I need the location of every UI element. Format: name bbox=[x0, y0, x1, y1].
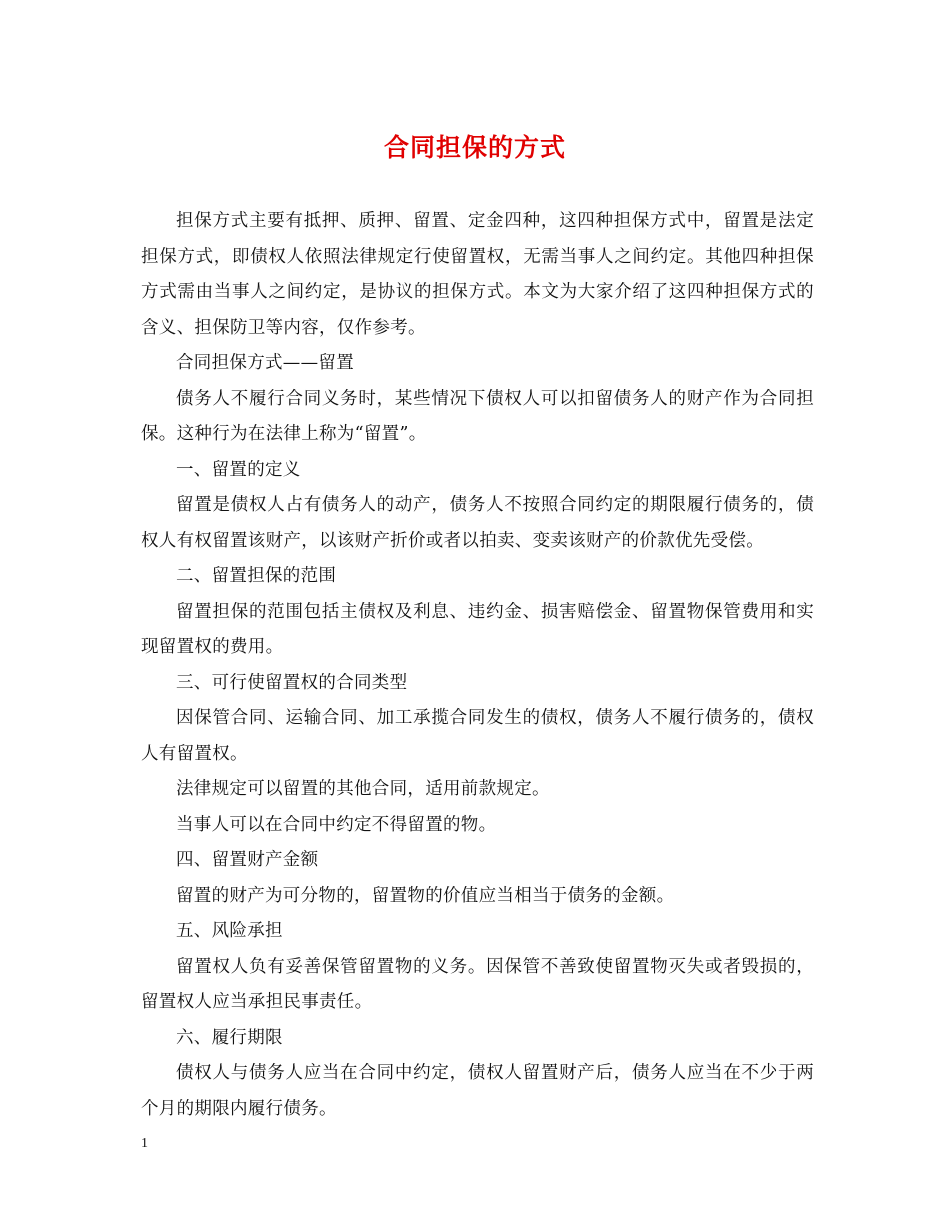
paragraph: 债权人与债务人应当在合同中约定，债权人留置财产后，债务人应当在不少于两个月的期限内履行债务。 bbox=[141, 1063, 814, 1119]
paragraph-intro: 担保方式主要有抵押、质押、留置、定金四种，这四种担保方式中，留置是法定担保方式，即债权人依照法律规定行使留置权，无需当事人之间约定。其他四种担保方式需由当事人之间约定，是协议的担保方式。本文为大家介绍了这四种担保方式的含义、担保防卫等内容，仅作参考。 bbox=[141, 211, 814, 338]
section-heading: 合同担保方式——留置 bbox=[176, 353, 354, 373]
section-heading: 一、留置的定义 bbox=[176, 459, 301, 480]
paragraph: 因保管合同、运输合同、加工承揽合同发生的债权，债务人不履行债务的，债权人有留置权。 bbox=[141, 708, 814, 764]
document-body bbox=[141, 204, 814, 1127]
paragraph: 留置的财产为可分物的，留置物的价值应当相当于债务的金额。 bbox=[176, 885, 675, 906]
section-heading: 二、留置担保的范围 bbox=[176, 566, 337, 586]
paragraph: 债务人不履行合同义务时，某些情况下债权人可以扣留债务人的财产作为合同担保。这种行为在法律上称为“留置”。 bbox=[141, 388, 814, 444]
section-heading: 六、履行期限 bbox=[176, 1027, 283, 1048]
paragraph: 留置权人负有妥善保管留置物的义务。因保管不善致使留置物灭失或者毁损的，留置权人应当承担民事责任。 bbox=[141, 956, 814, 1012]
page-number: 1 bbox=[141, 1136, 148, 1151]
document-title: 合同担保的方式 bbox=[383, 133, 566, 162]
paragraph: 留置担保的范围包括主债权及利息、违约金、损害赔偿金、留置物保管费用和实现留置权的费用。 bbox=[141, 601, 814, 657]
section-heading: 四、留置财产金额 bbox=[176, 850, 319, 870]
paragraph: 法律规定可以留置的其他合同，适用前款规定。 bbox=[176, 779, 550, 799]
section-heading: 五、风险承担 bbox=[176, 921, 283, 941]
paragraph: 留置是债权人占有债务人的动产，债务人不按照合同约定的期限履行债务的，债权人有权留置该财产，以该财产折价或者以拍卖、变卖该财产的价款优先受偿。 bbox=[141, 495, 814, 551]
paragraph: 当事人可以在合同中约定不得留置的物。 bbox=[176, 814, 497, 835]
section-heading: 三、可行使留置权的合同类型 bbox=[176, 672, 408, 693]
